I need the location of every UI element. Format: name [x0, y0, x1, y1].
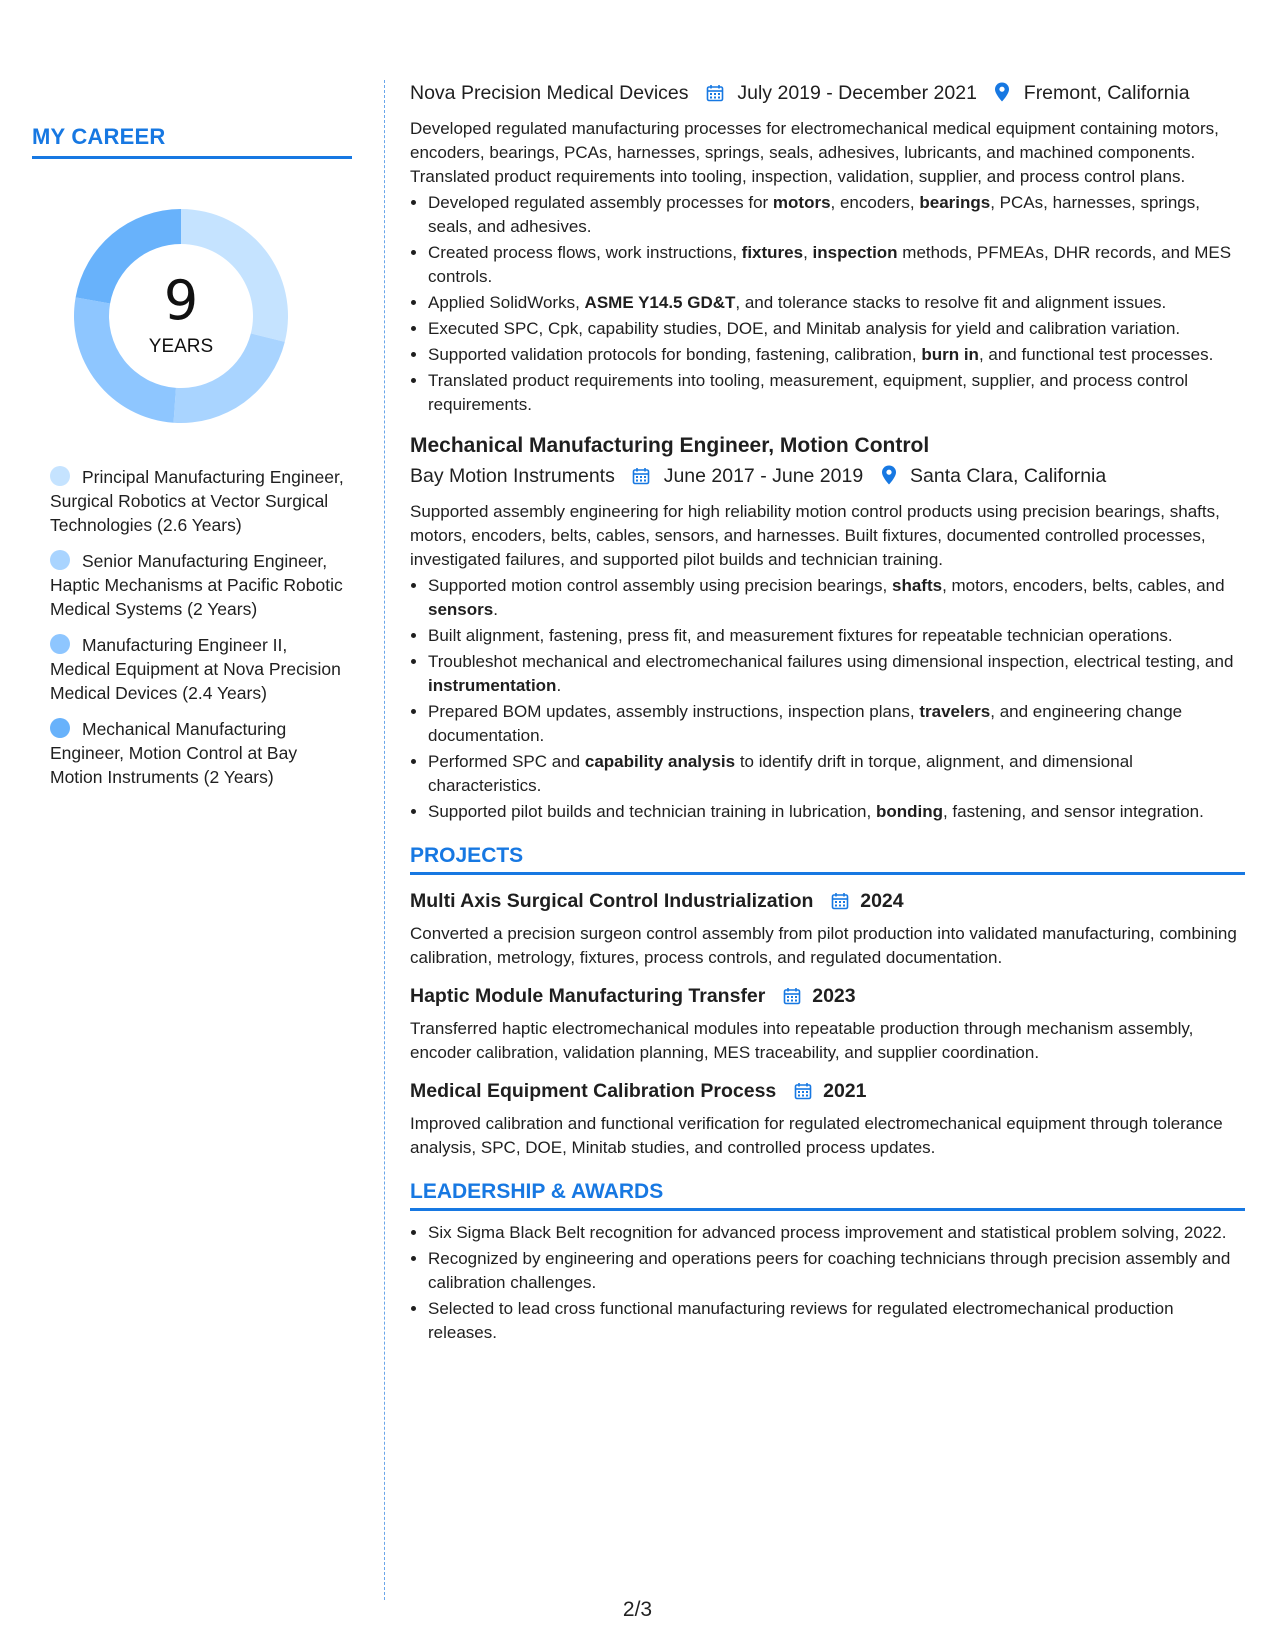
- bullet-item: • Developed regulated assembly processes for motors, encoders, bearings, PCAs, harnesses, springs, seals, and adhesives.: [428, 191, 1245, 239]
- projects-section-title: PROJECTS: [410, 844, 1245, 875]
- legend-dot: [50, 718, 70, 738]
- job-meta: [410, 461, 1245, 494]
- project-title: [410, 887, 1245, 918]
- column-divider: [384, 80, 385, 1600]
- bullet-item: • Translated product requirements into tooling, measurement, equipment, supplier, and process control requirements.: [428, 369, 1245, 417]
- legend-item: [50, 633, 352, 705]
- job-entry: [410, 78, 1245, 417]
- legend-text: Mechanical Manufacturing Engineer, Motion Control at Bay Motion Instruments (2 Years): [50, 719, 298, 787]
- legend-text: Senior Manufacturing Engineer, Haptic Mechanisms at Pacific Robotic Medical Systems (2 Years): [50, 551, 343, 619]
- project-item: [410, 982, 1245, 1065]
- donut-years-unit: YEARS: [148, 336, 214, 357]
- bullet-item: • Supported motion control assembly using precision bearings, shafts, motors, encoders, belts, cables, and sensors.: [428, 574, 1245, 622]
- donut-years-number: 9: [163, 269, 199, 332]
- job-summary: Supported assembly engineering for high reliability motion control products using precision bearings, shafts, motors, encoders, belts, cables, sensors, and harnesses. Built fixtures, documented controlled processes, investigated failures, and supported pilot builds and technician training.: [410, 502, 1220, 569]
- job-dates: July 2019 - December 2021: [737, 82, 977, 104]
- location-pin-icon: [881, 464, 897, 494]
- project-description: Improved calibration and functional verification for regulated electromechanical equipment through tolerance analysis, SPC, DOE, Minitab studies, and controlled process updates.: [410, 1114, 1223, 1157]
- bullet-item: • Performed SPC and capability analysis to identify drift in torque, alignment, and dimensional characteristics.: [428, 750, 1245, 798]
- job-location: Fremont, California: [1023, 82, 1190, 104]
- career-donut-chart: [66, 201, 296, 431]
- project-name: Haptic Module Manufacturing Transfer: [410, 985, 766, 1007]
- bullet-item: • Created process flows, work instructions, fixtures, inspection methods, PFMEAs, DHR records, and MES controls.: [428, 241, 1245, 289]
- project-item: [410, 887, 1245, 970]
- calendar-icon: [794, 1080, 812, 1108]
- legend-text: Principal Manufacturing Engineer, Surgical Robotics at Vector Surgical Technologies (2.6 Years): [50, 467, 344, 535]
- award-item: • Recognized by engineering and operations peers for coaching technicians through precision assembly and calibration challenges.: [428, 1247, 1245, 1295]
- main-content: [410, 78, 1245, 1347]
- job-bullets: [410, 574, 1245, 824]
- career-title: MY CAREER: [32, 124, 352, 159]
- calendar-icon: [706, 81, 724, 111]
- awards-list: [410, 1221, 1245, 1345]
- award-item: • Six Sigma Black Belt recognition for advanced process improvement and statistical problem solving, 2022.: [428, 1221, 1245, 1245]
- project-name: Medical Equipment Calibration Process: [410, 1080, 777, 1102]
- bullet-item: • Built alignment, fastening, press fit, and measurement fixtures for repeatable technician operations.: [428, 624, 1245, 648]
- project-item: [410, 1077, 1245, 1160]
- career-legend: [32, 465, 352, 789]
- project-title: [410, 982, 1245, 1013]
- legend-item: [50, 717, 352, 789]
- project-title: [410, 1077, 1245, 1108]
- bullet-item: • Executed SPC, Cpk, capability studies, DOE, and Minitab analysis for yield and calibration variation.: [428, 317, 1245, 341]
- project-year: 2021: [823, 1080, 867, 1102]
- project-year: 2024: [860, 890, 904, 912]
- legend-dot: [50, 634, 70, 654]
- page-number: 2/3: [622, 1598, 653, 1621]
- legend-dot: [50, 550, 70, 570]
- career-sidebar: [32, 124, 352, 801]
- job-dates: June 2017 - June 2019: [663, 465, 864, 487]
- award-item: • Selected to lead cross functional manufacturing reviews for regulated electromechanical production releases.: [428, 1297, 1245, 1345]
- job-bullets: [410, 191, 1245, 417]
- bullet-item: • Supported pilot builds and technician training in lubrication, bonding, fastening, and sensor integration.: [428, 800, 1245, 824]
- job-meta: [410, 78, 1245, 111]
- legend-dot: [50, 466, 70, 486]
- calendar-icon: [632, 464, 650, 494]
- legend-item: [50, 465, 352, 537]
- donut-center: [66, 201, 296, 431]
- job-company: Nova Precision Medical Devices: [410, 82, 689, 104]
- project-description: Converted a precision surgeon control assembly from pilot production into validated manufacturing, combining calibration, metrology, fixtures, process controls, and regulated documentation.: [410, 924, 1237, 967]
- bullet-item: • Supported validation protocols for bonding, fastening, calibration, burn in, and functional test processes.: [428, 343, 1245, 367]
- bullet-item: • Applied SolidWorks, ASME Y14.5 GD&T, and tolerance stacks to resolve fit and alignment issues.: [428, 291, 1245, 315]
- project-name: Multi Axis Surgical Control Industrialization: [410, 890, 814, 912]
- bullet-item: • Prepared BOM updates, assembly instructions, inspection plans, travelers, and engineering change documentation.: [428, 700, 1245, 748]
- job-entry: [410, 431, 1245, 824]
- project-year: 2023: [812, 985, 856, 1007]
- calendar-icon: [831, 890, 849, 918]
- job-company: Bay Motion Instruments: [410, 465, 615, 487]
- legend-item: [50, 549, 352, 621]
- bullet-item: • Troubleshot mechanical and electromechanical failures using dimensional inspection, electrical testing, and instrumentation.: [428, 650, 1245, 698]
- project-description: Transferred haptic electromechanical modules into repeatable production through mechanism assembly, encoder calibration, validation planning, MES traceability, and supplier coordination.: [410, 1019, 1194, 1062]
- job-title: Mechanical Manufacturing Engineer, Motion Control: [410, 434, 930, 457]
- job-summary: Developed regulated manufacturing processes for electromechanical medical equipment containing motors, encoders, bearings, PCAs, harnesses, springs, seals, adhesives, lubricants, and machined components. Translated product requirements into tooling, inspection, validation, supplier, and process control plans.: [410, 119, 1219, 186]
- calendar-icon: [783, 985, 801, 1013]
- location-pin-icon: [994, 81, 1010, 111]
- awards-section-title: LEADERSHIP & AWARDS: [410, 1180, 1245, 1211]
- job-location: Santa Clara, California: [910, 465, 1107, 487]
- legend-text: Manufacturing Engineer II, Medical Equipment at Nova Precision Medical Devices (2.4 Years): [50, 635, 341, 703]
